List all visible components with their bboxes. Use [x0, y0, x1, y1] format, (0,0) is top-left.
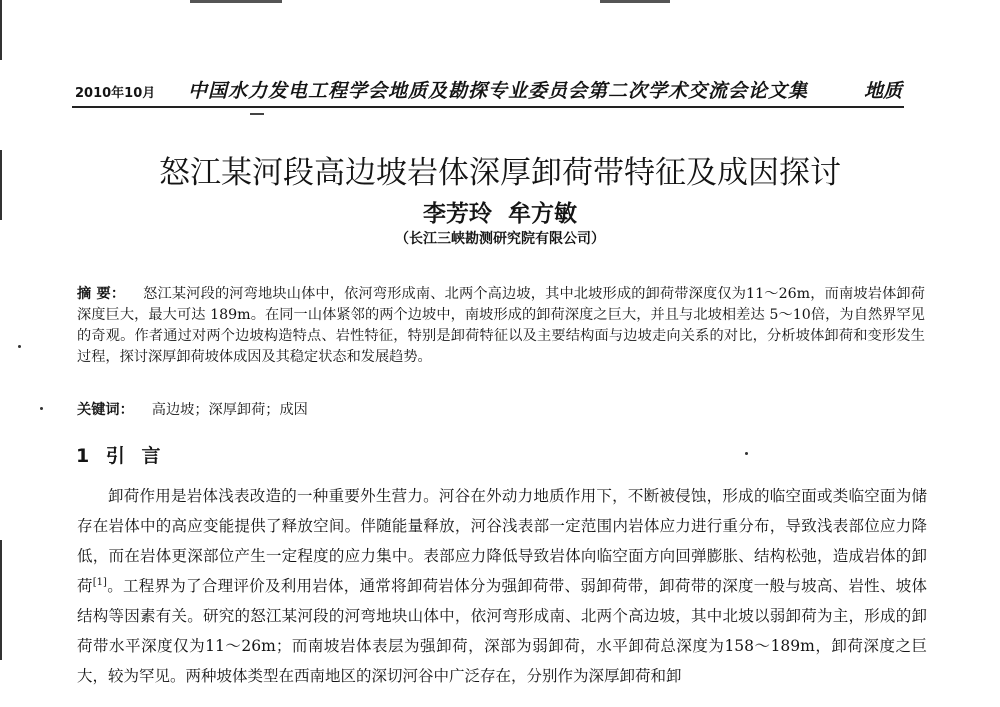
paper-title: 怒江某河段高边坡岩体深厚卸荷带特征及成因探讨 — [159, 155, 841, 191]
scan-speck — [745, 452, 748, 455]
running-header — [72, 76, 904, 108]
header-section: 地质 — [863, 80, 902, 102]
abstract — [77, 284, 925, 368]
scan-artifact-line — [190, 0, 282, 3]
header-journal-title: 中国水力发电工程学会地质及勘探专业委员会第二次学术交流会论文集 — [188, 80, 809, 102]
scan-artifact-dash — [250, 113, 264, 115]
paper-authors: 李芳玲 牟方敏 — [422, 200, 577, 227]
body-text-part-a: 卸荷作用是岩体浅表改造的一种重要外生营力。河谷在外动力地质作用下，不断被侵蚀，形成的临空面或类临空面为储存在岩体中的高应变能提供了释放空间。伴随能量释放，河谷浅表部一定范围内岩体应力进行重分布，导致浅表部位应力降低，而在岩体更深部位产生一定程度的应力集中。表部应力降低导致岩体向临空面方向回弹膨胀、结构松弛，造成岩体的卸荷 — [77, 487, 927, 595]
body-paragraph — [77, 481, 927, 691]
scan-artifact-line — [600, 0, 670, 3]
scan-speck — [18, 345, 21, 348]
keywords-label: 关键词： — [77, 402, 134, 418]
keywords — [77, 400, 308, 421]
section-heading: 1 引 言 — [76, 445, 161, 467]
paper-affiliation: （长江三峡勘测研究院有限公司） — [395, 231, 605, 247]
abstract-text: 怒江某河段的河弯地块山体中，依河弯形成南、北两个高边坡，其中北坡形成的卸荷带深度仅为11～26m，而南坡岩体卸荷深度巨大，最大可达 189m。在同一山体紧邻的两个边坡中，南坡形成的卸荷深度之巨大，并且与北坡相差达 5～10倍，为自然界罕见的奇观。作者通过对两个边坡构造特点、岩性特征，特别是卸荷特征以及主要结构面与边坡走向关系的对比，分析坡体卸荷和变形发生过程，探讨深厚卸荷坡体成因及其稳定状态和发展趋势。 — [77, 286, 925, 365]
scan-edge-mark — [0, 0, 2, 60]
body-text-part-b: 。工程界为了合理评价及利用岩体，通常将卸荷岩体分为强卸荷带、弱卸荷带，卸荷带的深度一般与坡高、岩性、坡体结构等因素有关。研究的怒江某河段的河弯地块山体中，依河弯形成南、北两个高边坡，其中北坡以弱卸荷为主，形成的卸荷带水平深度仅为11～26m；而南坡岩体表层为强卸荷，深部为弱卸荷，水平卸荷总深度为158～189m，卸荷深度之巨大，较为罕见。两种坡体类型在西南地区的深切河谷中广泛存在，分别作为深厚卸荷和卸 — [77, 577, 927, 685]
scan-edge-mark — [0, 540, 2, 660]
citation-ref: [1] — [92, 576, 107, 588]
header-date: 2010年10月 — [75, 86, 156, 101]
scan-speck — [40, 407, 43, 410]
keywords-text: 高边坡；深厚卸荷；成因 — [151, 402, 308, 418]
abstract-label: 摘 要： — [77, 286, 126, 302]
